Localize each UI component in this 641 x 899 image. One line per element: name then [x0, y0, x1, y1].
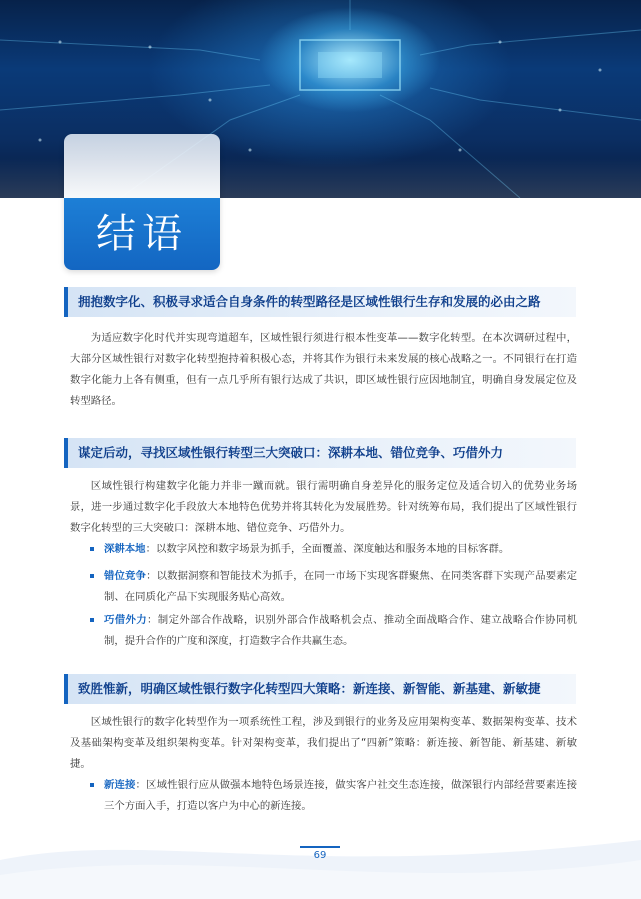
page-number: 69: [300, 846, 340, 861]
bullet-text: ：以数据洞察和智能技术为抓手，在同一市场下实现客群聚焦、在同类客群下实现产品要素定制、在同质化产品下实现服务贴心高效。: [104, 570, 578, 603]
bullet-item: [90, 539, 577, 560]
section-3-paragraph: 区域性银行的数字化转型作为一项系统性工程，涉及到银行的业务及应用架构变革、数据架构变革、技术及基础架构变革及组织架构变革。针对架构变革，我们提出了“四新”策略：新连接、新智能、新基建、新敏捷。: [70, 716, 577, 770]
section-2-paragraph: 区域性银行构建数字化能力并非一蹴而就。银行需明确自身差异化的服务定位及适合切入的优势业务场景，进一步通过数字化手段放大本地特色优势并将其转化为发展胜势。针对统筹布局，我们提出了区域性银行数字化转型的三大突破口：深耕本地、错位竞争、巧借外力。: [70, 480, 577, 534]
bullet-marker: [90, 783, 94, 787]
bullet-marker: [90, 547, 94, 551]
bullet-item: [90, 566, 577, 608]
bullet-marker: [90, 618, 94, 622]
bullet-term: 巧借外力: [104, 614, 148, 626]
bullet-item: [90, 610, 577, 652]
bullet-term: 错位竞争: [104, 570, 147, 582]
bullet-marker: [90, 574, 94, 578]
bullet-term: 深耕本地: [104, 543, 146, 555]
bullet-text: ：区域性银行应从做强本地特色场景连接，做实客户社交生态连接，做深银行内部经营要素连接三个方面入手，打造以客户为中心的新连接。: [104, 779, 578, 812]
section-heading-3: [64, 674, 576, 704]
bullet-text: ：以数字风控和数字场景为抓手，全面覆盖、深度触达和服务本地的目标客群。: [145, 543, 510, 555]
section-heading-3-text: 致胜惟新，明确区域性银行数字化转型四大策略：新连接、新智能、新基建、新敏捷: [78, 681, 541, 696]
section-heading-2: [64, 438, 576, 468]
section-heading-2-text: 谋定后动，寻找区域性银行转型三大突破口：深耕本地、错位竞争、巧借外力: [78, 445, 504, 460]
section-1-paragraph: 为适应数字化时代并实现弯道超车，区域性银行须进行根本性变革——数字化转型。在本次调研过程中，大部分区域性银行对数字化转型抱持着积极心态，并将其作为银行未来发展的核心战略之一。不同银行在打造数字化能力上各有侧重，但有一点几乎所有银行达成了共识，即区域性银行应因地制宜，明确自身发展定位及转型路径。: [70, 332, 577, 407]
section-heading-1: [64, 287, 576, 317]
bullet-text: ：制定外部合作战略，识别外部合作战略机会点、推动全面战略合作、建立战略合作协同机制，提升合作的广度和深度，打造数字合作共赢生态。: [104, 614, 578, 647]
section-heading-1-text: 拥抱数字化、积极寻求适合自身条件的转型路径是区域性银行生存和发展的必由之路: [78, 294, 541, 309]
bullet-term: 新连接: [104, 779, 136, 791]
page-title: 结语: [96, 211, 188, 257]
